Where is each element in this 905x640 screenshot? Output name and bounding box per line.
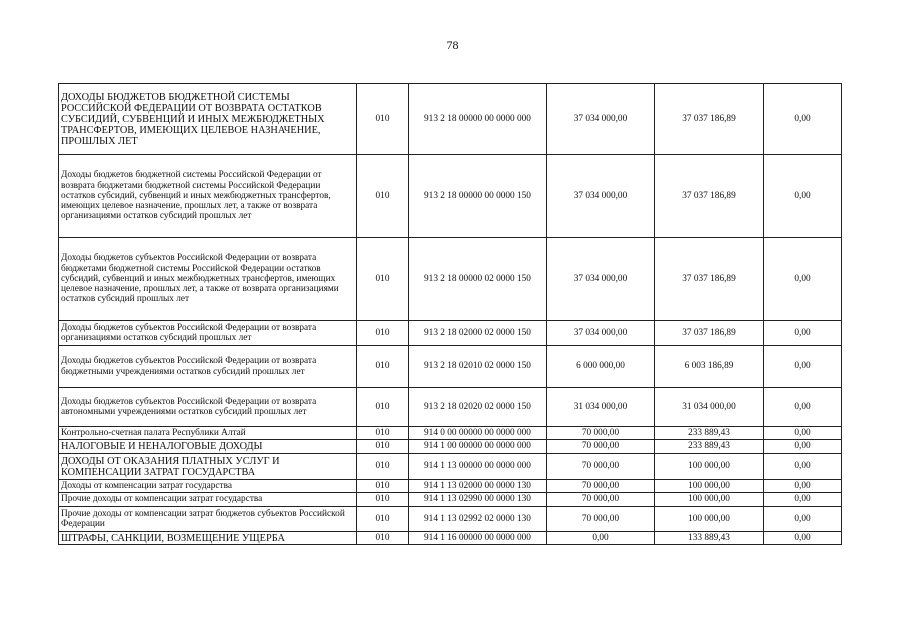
row-other-amount: 0,00 xyxy=(764,507,842,532)
row-other-amount: 0,00 xyxy=(764,480,842,493)
row-actual-amount: 37 037 186,89 xyxy=(655,321,764,346)
row-admin-code: 010 xyxy=(357,155,409,238)
row-actual-amount: 100 000,00 xyxy=(655,454,764,480)
row-budget-code: 914 0 00 00000 00 0000 000 xyxy=(409,427,547,440)
row-plan-amount: 6 000 000,00 xyxy=(547,346,655,388)
row-plan-amount: 70 000,00 xyxy=(547,480,655,493)
row-plan-amount: 70 000,00 xyxy=(547,427,655,440)
row-admin-code: 010 xyxy=(357,493,409,507)
row-admin-code: 010 xyxy=(357,346,409,388)
row-other-amount: 0,00 xyxy=(764,493,842,507)
table-row xyxy=(59,84,842,155)
row-plan-amount: 37 034 000,00 xyxy=(547,155,655,238)
row-other-amount: 0,00 xyxy=(764,155,842,238)
row-name: НАЛОГОВЫЕ И НЕНАЛОГОВЫЕ ДОХОДЫ xyxy=(59,440,357,454)
table-row xyxy=(59,238,842,321)
row-admin-code: 010 xyxy=(357,427,409,440)
row-other-amount: 0,00 xyxy=(764,532,842,545)
row-admin-code: 010 xyxy=(357,440,409,454)
row-admin-code: 010 xyxy=(357,532,409,545)
row-name: Контрольно-счетная палата Республики Алтай xyxy=(59,427,357,440)
row-plan-amount: 31 034 000,00 xyxy=(547,388,655,427)
table-row xyxy=(59,388,842,427)
row-admin-code: 010 xyxy=(357,238,409,321)
row-name: Доходы бюджетов субъектов Российской Федерации от возврата бюджетными учреждениями остатков субсидий прошлых лет xyxy=(59,346,357,388)
row-budget-code: 913 2 18 00000 02 0000 150 xyxy=(409,238,547,321)
table-row xyxy=(59,346,842,388)
row-plan-amount: 37 034 000,00 xyxy=(547,84,655,155)
row-name: ШТРАФЫ, САНКЦИИ, ВОЗМЕЩЕНИЕ УЩЕРБА xyxy=(59,532,357,545)
row-actual-amount: 37 037 186,89 xyxy=(655,238,764,321)
row-actual-amount: 100 000,00 xyxy=(655,507,764,532)
row-other-amount: 0,00 xyxy=(764,321,842,346)
row-other-amount: 0,00 xyxy=(764,238,842,321)
row-other-amount: 0,00 xyxy=(764,427,842,440)
row-name: Доходы бюджетов субъектов Российской Федерации от возврата автономными учреждениями остатков субсидий прошлых лет xyxy=(59,388,357,427)
row-other-amount: 0,00 xyxy=(764,454,842,480)
row-name: Доходы бюджетов бюджетной системы Российской Федерации от возврата бюджетами бюджетной системы Российской Федерации остатков субсидий, субвенций и иных межбюджетных трансфертов, имеющих целевое назначение, прошлых лет, а также от возврата организациями остатков субсидий прошлых лет xyxy=(59,155,357,238)
row-other-amount: 0,00 xyxy=(764,346,842,388)
row-actual-amount: 233 889,43 xyxy=(655,440,764,454)
row-name: Доходы бюджетов субъектов Российской Федерации от возврата организациями остатков субсидий прошлых лет xyxy=(59,321,357,346)
row-other-amount: 0,00 xyxy=(764,84,842,155)
row-other-amount: 0,00 xyxy=(764,440,842,454)
row-plan-amount: 37 034 000,00 xyxy=(547,238,655,321)
row-admin-code: 010 xyxy=(357,480,409,493)
row-budget-code: 914 1 13 02992 02 0000 130 xyxy=(409,507,547,532)
row-budget-code: 913 2 18 02020 02 0000 150 xyxy=(409,388,547,427)
row-admin-code: 010 xyxy=(357,507,409,532)
table-row xyxy=(59,507,842,532)
row-budget-code: 913 2 18 00000 00 0000 150 xyxy=(409,155,547,238)
row-name: Прочие доходы от компенсации затрат бюджетов субъектов Российской Федерации xyxy=(59,507,357,532)
row-budget-code: 914 1 13 02000 00 0000 130 xyxy=(409,480,547,493)
row-budget-code: 913 2 18 02010 02 0000 150 xyxy=(409,346,547,388)
row-plan-amount: 70 000,00 xyxy=(547,493,655,507)
row-admin-code: 010 xyxy=(357,454,409,480)
row-admin-code: 010 xyxy=(357,321,409,346)
row-actual-amount: 100 000,00 xyxy=(655,480,764,493)
row-other-amount: 0,00 xyxy=(764,388,842,427)
revenue-table xyxy=(58,83,842,545)
row-admin-code: 010 xyxy=(357,388,409,427)
row-plan-amount: 37 034 000,00 xyxy=(547,321,655,346)
page-number: 78 xyxy=(446,38,459,52)
table-row xyxy=(59,440,842,454)
row-budget-code: 914 1 13 00000 00 0000 000 xyxy=(409,454,547,480)
row-actual-amount: 100 000,00 xyxy=(655,493,764,507)
row-actual-amount: 6 003 186,89 xyxy=(655,346,764,388)
table-row xyxy=(59,493,842,507)
row-name: Доходы от компенсации затрат государства xyxy=(59,480,357,493)
row-budget-code: 914 1 00 00000 00 0000 000 xyxy=(409,440,547,454)
table-row xyxy=(59,480,842,493)
row-name: Прочие доходы от компенсации затрат государства xyxy=(59,493,357,507)
row-plan-amount: 70 000,00 xyxy=(547,507,655,532)
row-name: Доходы бюджетов субъектов Российской Федерации от возврата бюджетами бюджетной системы Российской Федерации остатков субсидий, субвенций и иных межбюджетных трансфертов, имеющих целевое назначение, прошлых лет, а также от возврата организациями остатков субсидий прошлых лет xyxy=(59,238,357,321)
row-budget-code: 913 2 18 00000 00 0000 000 xyxy=(409,84,547,155)
row-actual-amount: 133 889,43 xyxy=(655,532,764,545)
row-budget-code: 913 2 18 02000 02 0000 150 xyxy=(409,321,547,346)
row-plan-amount: 0,00 xyxy=(547,532,655,545)
row-actual-amount: 37 037 186,89 xyxy=(655,84,764,155)
row-name: ДОХОДЫ БЮДЖЕТОВ БЮДЖЕТНОЙ СИСТЕМЫ РОССИЙСКОЙ ФЕДЕРАЦИИ ОТ ВОЗВРАТА ОСТАТКОВ СУБСИДИЙ, СУБВЕНЦИЙ И ИНЫХ МЕЖБЮДЖЕТНЫХ ТРАНСФЕРТОВ, ИМЕЮЩИХ ЦЕЛЕВОЕ НАЗНАЧЕНИЕ, ПРОШЛЫХ ЛЕТ xyxy=(59,84,357,155)
row-budget-code: 914 1 13 02990 00 0000 130 xyxy=(409,493,547,507)
table-row xyxy=(59,532,842,545)
row-actual-amount: 233 889,43 xyxy=(655,427,764,440)
table-row xyxy=(59,454,842,480)
row-plan-amount: 70 000,00 xyxy=(547,440,655,454)
table-row xyxy=(59,427,842,440)
table-row xyxy=(59,155,842,238)
row-budget-code: 914 1 16 00000 00 0000 000 xyxy=(409,532,547,545)
row-actual-amount: 37 037 186,89 xyxy=(655,155,764,238)
table-row xyxy=(59,321,842,346)
row-actual-amount: 31 034 000,00 xyxy=(655,388,764,427)
row-name: ДОХОДЫ ОТ ОКАЗАНИЯ ПЛАТНЫХ УСЛУГ И КОМПЕНСАЦИИ ЗАТРАТ ГОСУДАРСТВА xyxy=(59,454,357,480)
row-admin-code: 010 xyxy=(357,84,409,155)
row-plan-amount: 70 000,00 xyxy=(547,454,655,480)
